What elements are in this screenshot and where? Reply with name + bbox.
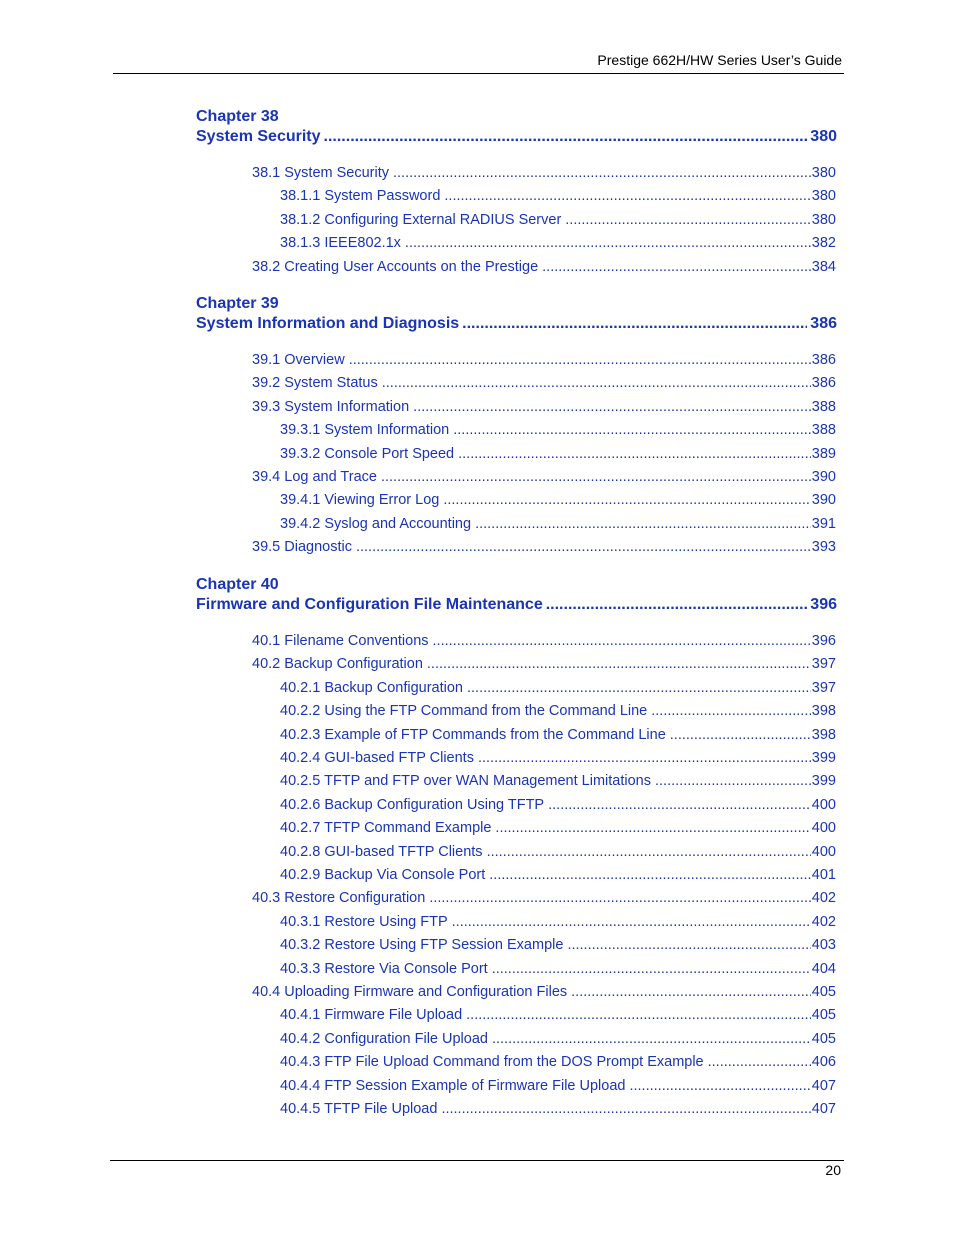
dot-leader (462, 315, 807, 333)
toc-entry-link[interactable] (280, 867, 836, 883)
toc-entry-page: 398 (811, 703, 836, 720)
toc-entry-title: 39.3 System Information (252, 398, 410, 415)
dot-leader (542, 259, 811, 275)
toc-entry-page: 380 (811, 188, 836, 205)
toc-entry-title: 40.3.2 Restore Using FTP Session Example (280, 937, 564, 954)
toc-entry-page: 391 (811, 515, 836, 532)
dot-leader (489, 867, 811, 883)
toc-entry-page: 398 (811, 726, 836, 743)
toc-entry-title: 40.2.7 TFTP Command Example (280, 820, 492, 837)
toc-entry-title: 39.5 Diagnostic (252, 539, 352, 556)
toc-entry-link[interactable] (280, 844, 836, 860)
dot-leader (495, 820, 810, 836)
toc-entry-link[interactable] (280, 1007, 836, 1023)
toc-entry-title: 39.3.2 Console Port Speed (280, 445, 455, 462)
dot-leader (571, 984, 811, 1000)
toc-entry-link[interactable] (252, 633, 836, 649)
toc-entry-link[interactable] (252, 984, 836, 1000)
chapter-page-number: 386 (810, 315, 837, 332)
chapter-page-number: 396 (810, 596, 837, 613)
toc-entry-page: 405 (811, 984, 836, 1000)
toc-entry-title: 40.3.3 Restore Via Console Port (280, 960, 488, 977)
toc-entry-title: 40.2.3 Example of FTP Commands from the Command Line (280, 726, 666, 743)
dot-leader (475, 516, 811, 532)
dot-leader (453, 422, 811, 438)
toc-entry-title: 39.4.1 Viewing Error Log (280, 492, 440, 509)
toc-entry-page: 393 (811, 539, 836, 556)
chapter-title-link[interactable] (196, 128, 837, 146)
toc-entry-title: 40.4.5 TFTP File Upload (280, 1101, 438, 1117)
toc-entry-title: 38.1.3 IEEE802.1x (280, 235, 401, 252)
toc-entry-link[interactable] (280, 727, 836, 743)
toc-entry-link[interactable] (252, 259, 836, 275)
toc-entry-page: 384 (811, 258, 836, 275)
dot-leader (433, 633, 811, 649)
toc-entry-page: 407 (811, 1101, 836, 1117)
toc-entry-page: 380 (811, 165, 836, 181)
toc-entry-link[interactable] (280, 1031, 836, 1047)
toc-entry-page: 403 (811, 937, 836, 954)
toc-entry-link[interactable] (252, 375, 836, 391)
toc-entry-page: 404 (811, 960, 836, 977)
toc-entry-title: 40.2.6 Backup Configuration Using TFTP (280, 796, 545, 813)
toc-entry-page: 400 (811, 843, 836, 860)
toc-entry-title: 40.2 Backup Configuration (252, 656, 423, 673)
toc-entry-page: 399 (811, 750, 836, 766)
toc-entry-page: 397 (811, 679, 836, 696)
toc-entry-title: 39.3.1 System Information (280, 422, 450, 439)
chapter-label[interactable]: Chapter 39 (196, 295, 279, 312)
toc-entry-link[interactable] (280, 516, 836, 532)
toc-entry-link[interactable] (280, 1101, 836, 1117)
toc-entry-page: 400 (811, 796, 836, 813)
chapter-label[interactable]: Chapter 40 (196, 576, 279, 593)
toc-entry-page: 402 (811, 890, 836, 907)
dot-leader (548, 797, 811, 813)
dot-leader (655, 773, 811, 789)
toc-entry-link[interactable] (280, 937, 836, 953)
dot-leader (393, 165, 811, 181)
toc-entry-link[interactable] (280, 773, 836, 789)
dot-leader (492, 1031, 811, 1047)
toc-entry-title: 40.2.1 Backup Configuration (280, 679, 463, 696)
toc-entry-title: 39.4 Log and Trace (252, 469, 377, 485)
toc-entry-page: 386 (811, 375, 836, 392)
toc-entry-link[interactable] (280, 961, 836, 977)
toc-entry-link[interactable] (252, 399, 836, 415)
toc-entry-link[interactable] (280, 820, 836, 836)
toc-entry-link[interactable] (280, 188, 836, 204)
toc-entry-link[interactable] (280, 1054, 836, 1070)
toc-entry-title: 40.4.1 Firmware File Upload (280, 1007, 463, 1024)
toc-entry-title: 40.2.4 GUI-based FTP Clients (280, 750, 474, 766)
toc-entry-page: 396 (811, 633, 836, 649)
toc-entry-page: 388 (811, 422, 836, 439)
toc-entry-link[interactable] (280, 750, 836, 766)
chapter-title-text: System Security (196, 128, 321, 145)
toc-entry-link[interactable] (280, 492, 836, 508)
dot-leader (405, 235, 811, 251)
toc-entry-page: 405 (811, 1007, 836, 1024)
chapter-page-number: 380 (810, 128, 837, 145)
dot-leader (382, 375, 811, 391)
dot-leader (487, 844, 811, 860)
toc-entry-title: 40.2.5 TFTP and FTP over WAN Management Limitations (280, 773, 651, 790)
dot-leader (444, 188, 810, 204)
chapter-label[interactable]: Chapter 38 (196, 108, 279, 125)
dot-leader (452, 914, 811, 930)
dot-leader (466, 1007, 811, 1023)
chapter-title-text: System Information and Diagnosis (196, 315, 460, 332)
dot-leader (381, 469, 811, 485)
dot-leader (467, 680, 811, 696)
toc-entry-title: 38.1 System Security (252, 165, 389, 181)
toc-entry-link[interactable] (280, 422, 836, 438)
toc-entry-page: 389 (811, 445, 836, 462)
toc-entry-title: 40.4.4 FTP Session Example of Firmware File Upload (280, 1077, 626, 1094)
toc-entry-title: 39.1 Overview (252, 352, 345, 368)
dot-leader (492, 961, 811, 977)
chapter-title-link[interactable] (196, 315, 837, 333)
dot-leader (567, 937, 810, 953)
toc-entry-page: 390 (811, 469, 836, 485)
dot-leader (356, 539, 811, 555)
toc-entry-title: 39.4.2 Syslog and Accounting (280, 515, 472, 532)
toc-entry-link[interactable] (280, 212, 836, 228)
dot-leader (349, 352, 811, 368)
toc-entry-link[interactable] (252, 352, 836, 368)
toc-entry-title: 38.1.2 Configuring External RADIUS Server (280, 211, 562, 228)
chapter-title-text: Firmware and Configuration File Maintenance (196, 596, 543, 613)
toc-entry-title: 40.4.3 FTP File Upload Command from the DOS Prompt Example (280, 1054, 704, 1071)
toc-entry-link[interactable] (280, 235, 836, 251)
dot-leader (324, 128, 808, 146)
toc-entry-page: 402 (811, 913, 836, 930)
chapter-title-link[interactable] (196, 596, 837, 614)
toc-entry-page: 401 (811, 867, 836, 883)
toc-entry-page: 397 (811, 656, 836, 673)
dot-leader (651, 703, 811, 719)
toc-entry-page: 405 (811, 1030, 836, 1047)
toc-entry-link[interactable] (252, 539, 836, 555)
dot-leader (427, 656, 811, 672)
toc-entry-link[interactable] (252, 469, 836, 485)
toc-entry-title: 40.4.2 Configuration File Upload (280, 1030, 488, 1047)
toc-entry-link[interactable] (280, 680, 836, 696)
toc-entry-title: 38.1.1 System Password (280, 188, 441, 205)
toc-entry-title: 40.2.9 Backup Via Console Port (280, 867, 486, 883)
toc-entry-title: 40.2.2 Using the FTP Command from the Command Line (280, 703, 648, 720)
dot-leader (458, 446, 811, 462)
dot-leader (546, 596, 808, 614)
dot-leader (429, 890, 810, 906)
dot-leader (565, 212, 811, 228)
toc-entry-page: 400 (811, 820, 836, 837)
toc-entry-title: 40.2.8 GUI-based TFTP Clients (280, 843, 483, 860)
toc-entry-link[interactable] (280, 703, 836, 719)
toc-entry-link[interactable] (252, 656, 836, 672)
dot-leader (478, 750, 811, 766)
toc-entry-page: 382 (811, 235, 836, 252)
toc-entry-page: 390 (811, 492, 836, 509)
toc-entry-page: 399 (811, 773, 836, 790)
toc-entry-link[interactable] (280, 1078, 836, 1094)
toc-entry-title: 38.2 Creating User Accounts on the Prestige (252, 258, 539, 275)
page-number: 20 (825, 1162, 841, 1178)
toc-entry-link[interactable] (252, 165, 836, 181)
toc-entry-link[interactable] (280, 914, 836, 930)
toc-entry-link[interactable] (252, 890, 836, 906)
dot-leader (629, 1078, 810, 1094)
toc-entry-title: 40.4 Uploading Firmware and Configuration Files (252, 984, 568, 1000)
toc-entry-page: 406 (811, 1054, 836, 1071)
toc-entry-page: 407 (811, 1077, 836, 1094)
dot-leader (441, 1101, 810, 1117)
toc-entry-title: 40.3 Restore Configuration (252, 890, 426, 907)
toc-entry-title: 40.3.1 Restore Using FTP (280, 913, 448, 930)
toc-entry-title: 40.1 Filename Conventions (252, 633, 429, 649)
running-header: Prestige 662H/HW Series User’s Guide (597, 52, 842, 68)
toc-entry-title: 39.2 System Status (252, 375, 378, 392)
dot-leader (708, 1054, 811, 1070)
toc-entry-page: 388 (811, 398, 836, 415)
dot-leader (413, 399, 811, 415)
toc-entry-page: 386 (811, 352, 836, 368)
footer-rule (110, 1160, 844, 1161)
toc-entry-page: 380 (811, 211, 836, 228)
toc-entry-link[interactable] (280, 797, 836, 813)
toc-entry-link[interactable] (280, 446, 836, 462)
dot-leader (670, 727, 811, 743)
dot-leader (443, 492, 810, 508)
